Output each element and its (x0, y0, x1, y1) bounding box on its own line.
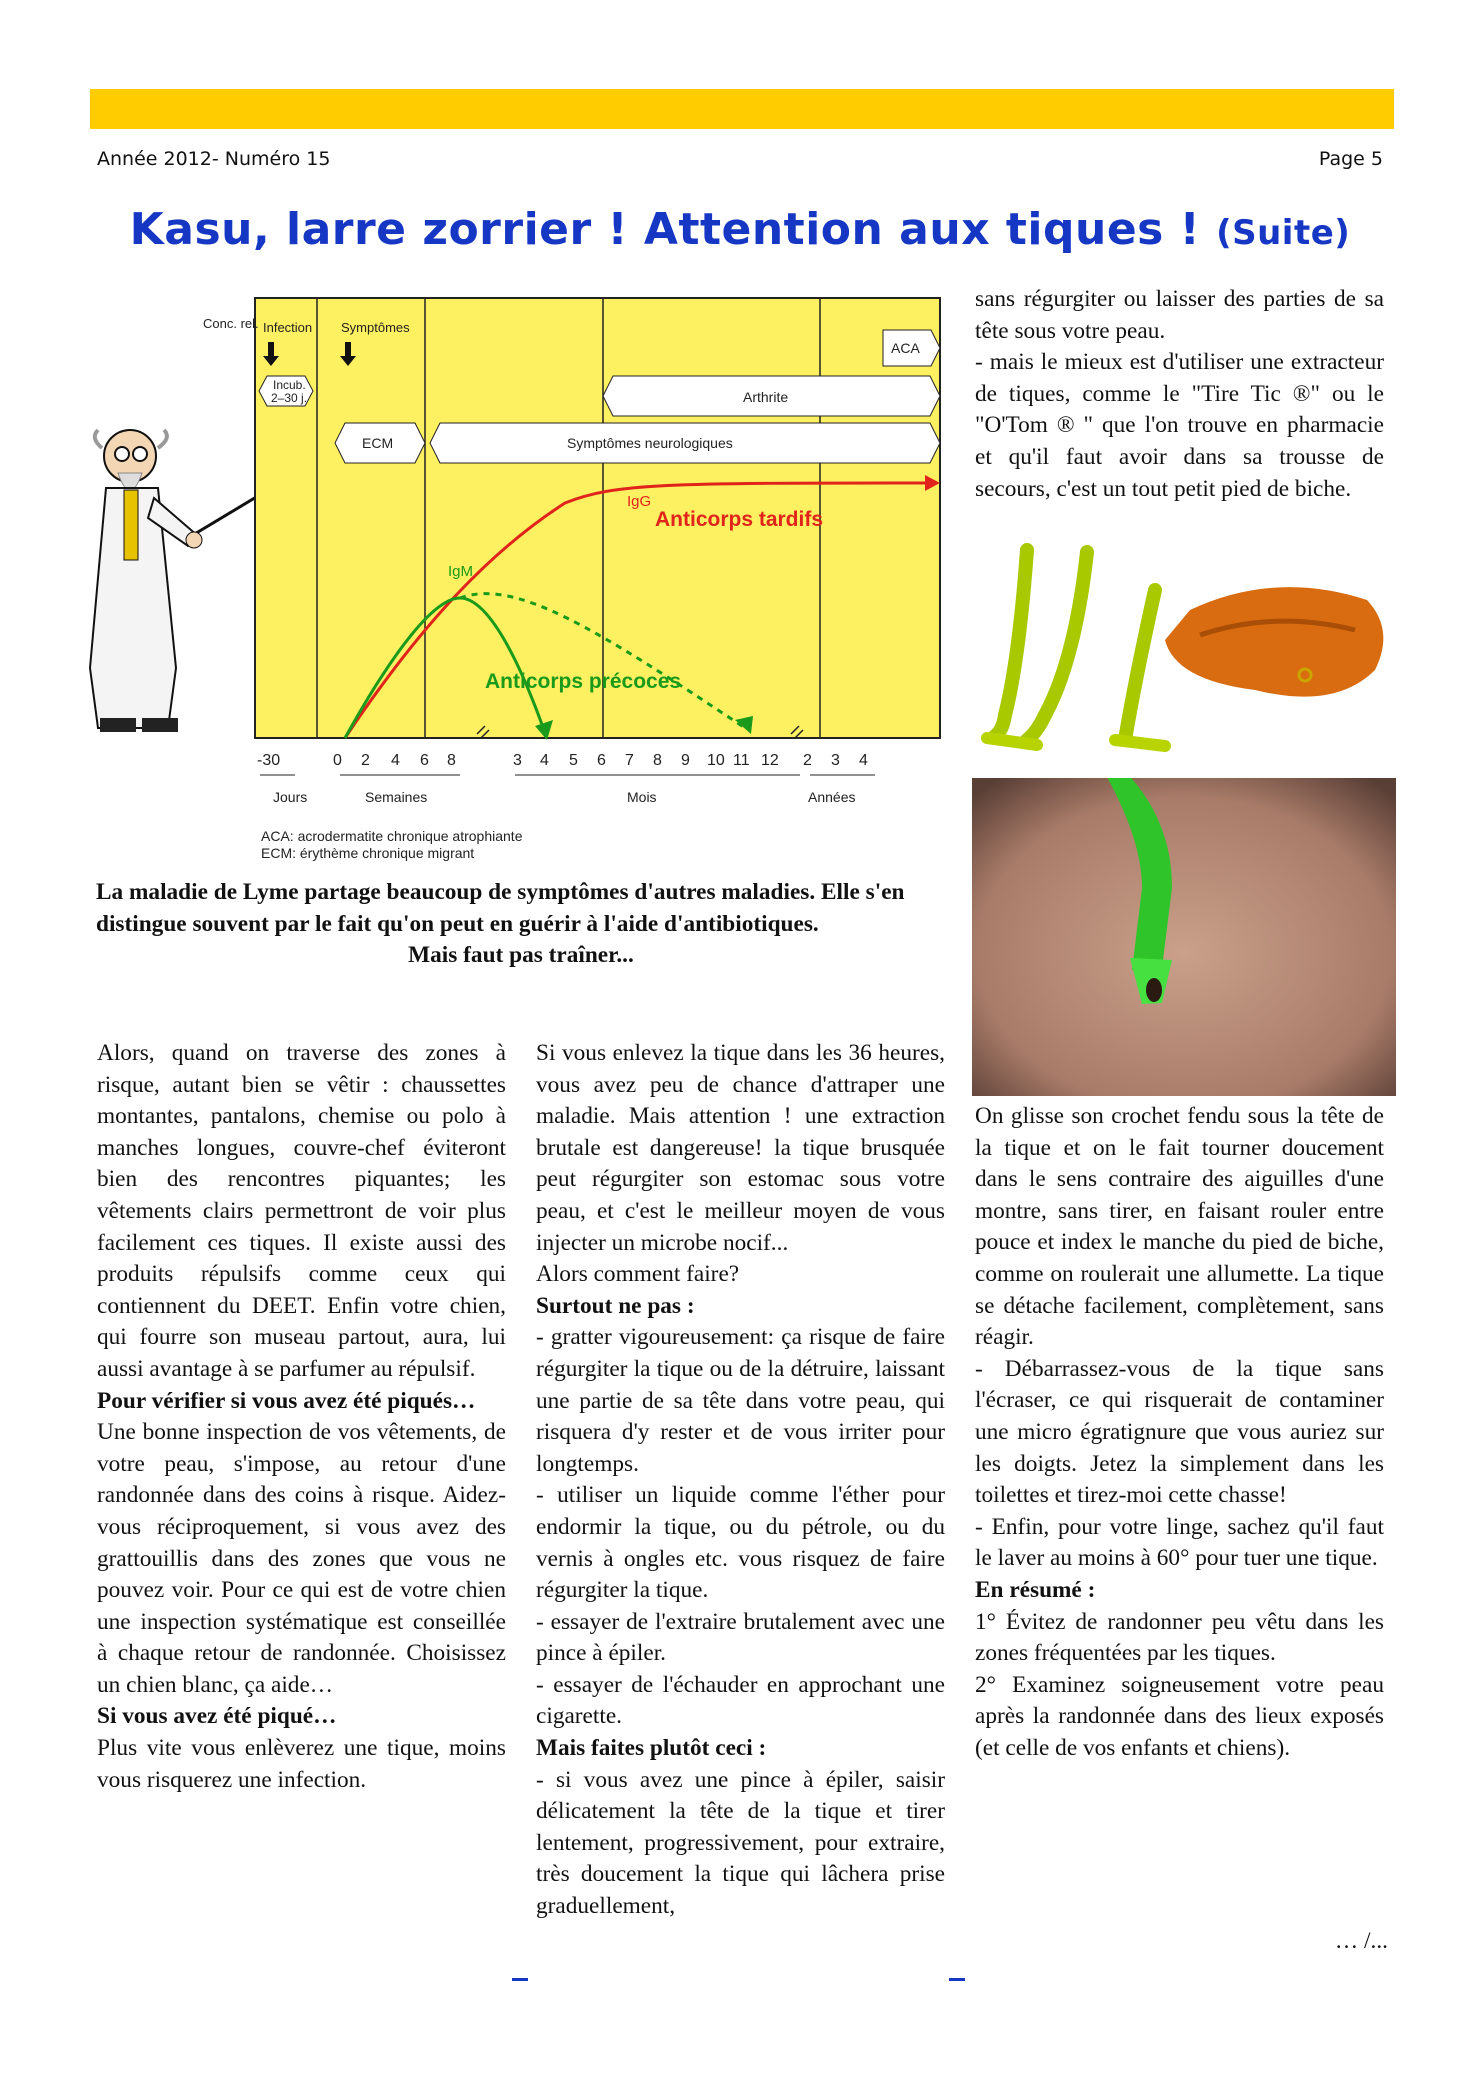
col1-paragraph: Plus vite vous enlèverez une tique, moins vous risquerez une infection. (97, 1735, 506, 1793)
col2-heading-surtout: Surtout ne pas : (536, 1292, 695, 1319)
col1-heading-verifier: Pour vérifier si vous avez été piqués… (97, 1387, 476, 1414)
x-tick-label: 7 (625, 752, 634, 769)
x-tick-label: 8 (447, 752, 456, 769)
header-banner (90, 89, 1394, 129)
x-tick-label: 5 (569, 752, 578, 769)
svg-text:2–30 j.: 2–30 j. (271, 391, 308, 405)
column-1 (97, 1038, 506, 1796)
col2-paragraph: - utiliser un liquide comme l'éther pour endormir la tique, ou du pétrole, ou du vernis à ongles etc. vous risquez de faire régurgiter la tique. (536, 1482, 945, 1604)
col2-paragraph: - si vous avez une pince à épiler, saisir délicatement la tête de la tique et tirer lentement, progressivement, pour extraire, très doucement la tique qui lâchera prise graduellement, (536, 1766, 945, 1920)
page-number: Page 5 (1318, 148, 1383, 170)
column-separator-mark (949, 1978, 965, 1981)
x-tick-label: 4 (859, 752, 868, 769)
column-3-bottom (975, 1101, 1384, 1764)
section-semaines: Semaines (365, 789, 428, 805)
col2-heading-faites: Mais faites plutôt ceci : (536, 1735, 767, 1762)
column-separator-mark (512, 1978, 528, 1981)
col2-paragraph: Alors comment faire? (536, 1261, 740, 1288)
x-tick-label: 9 (681, 752, 690, 769)
caption-text: La maladie de Lyme partage beaucoup de symptômes d'autres maladies. Elle s'en distingue souvent par le fait qu'on peut en guérir à l'aide d'antibiotiques. (96, 879, 905, 937)
col2-paragraph: - essayer de l'extraire brutalement avec une pince à épiler. (536, 1608, 945, 1667)
caption-tagline: Mais faut pas traîner... (408, 942, 634, 969)
igg-annotation: Anticorps tardifs (655, 508, 824, 531)
col1-heading-pique: Si vous avez été piqué… (97, 1703, 337, 1730)
band-incub-label: Incub. (273, 378, 306, 392)
title-suite: (Suite) (1216, 213, 1351, 253)
igm-annotation: Anticorps précoces (485, 670, 682, 693)
col2-paragraph: - essayer de l'échauder en approchant une cigarette. (536, 1671, 945, 1730)
band-ecm-label: ECM (362, 435, 394, 451)
col3-paragraph: 2° Examinez soigneusement votre peau après la randonnée dans des lieux exposés (et celle de vos enfants et chiens). (975, 1671, 1384, 1761)
band-arthrite-label: Arthrite (743, 389, 789, 405)
x-tick-label: 2 (361, 752, 370, 769)
column-2 (536, 1038, 945, 1923)
y-axis-label: Conc. rel. (203, 316, 259, 331)
phase-infection: Infection (263, 320, 313, 335)
igm-label: IgM (448, 563, 474, 580)
column-3-top (975, 284, 1384, 505)
col3-paragraph: - Enfin, pour votre linge, sachez qu'il faut le laver au moins à 60° pour tuer une tique. (975, 1513, 1384, 1572)
x-tick-label: 12 (761, 752, 779, 769)
col3-paragraph: On glisse son crochet fendu sous la tête de la tique et on le fait tourner doucement dans le sens contraire des aiguilles d'une montre, sans tirer, en faisant rouler entre pouce et index le manche du pied de biche, comme on roulerait une allumette. La tique se détache facilement, complètement, sans réagir. (975, 1103, 1384, 1351)
col1-paragraph: Alors, quand on traverse des zones à risque, autant bien se vêtir : chaussettes montantes, pantalons, chemise ou polo à manches longues, couvre-chef éviteront bien des rencontres piquantes; les vêtements clairs permettront de voir plus facilement ces tiques. Il existe aussi des produits répulsifs comme ceux qui contiennent du DEET. Enfin votre chien, qui fourre son museau partout, aura, lui aussi avantage à se parfumer au répulsif. (97, 1040, 506, 1382)
igg-label: IgG (627, 493, 652, 510)
col3-paragraph: sans régurgiter ou laisser des parties de sa tête sous votre peau. (975, 286, 1384, 344)
x-tick-label: 4 (540, 752, 549, 769)
band-aca-label: ACA (891, 340, 920, 356)
section-mois: Mois (627, 789, 657, 805)
x-tick-label: 10 (707, 752, 725, 769)
article-title (0, 204, 1480, 255)
continued-marker: … /... (1334, 1928, 1388, 1954)
col2-paragraph: Si vous enlevez la tique dans les 36 heures, vous avez peu de chance d'attraper une maladie. Mais attention ! une extraction brutale est dangereuse! la tique brusquée peut régurgiter son estomac sous votre peau, et c'est le meilleur moyen de vous injecter un microbe nocif... (536, 1040, 945, 1256)
x-tick-label: 4 (391, 752, 400, 769)
chart-caption (96, 877, 946, 972)
x-tick-labels (257, 752, 868, 769)
note-ecm: ECM: érythème chronique migrant (261, 845, 475, 861)
tick-remover-tools-image (975, 540, 1395, 755)
col3-paragraph: - Débarrassez-vous de la tique sans l'écraser, ce qui risquerait de contaminer une micro égratignure que vous auriez sur les doigts. Jetez la simplement dans les toilettes et tirez-moi cette chasse! (975, 1355, 1384, 1509)
x-tick-label: 8 (653, 752, 662, 769)
x-tick-label: 0 (333, 752, 342, 769)
section-jours: Jours (273, 789, 308, 805)
x-tick-label: 3 (513, 752, 522, 769)
col3-paragraph: - mais le mieux est d'utiliser une extracteur de tiques, comme le "Tire Tic ®" ou le "O'Tom ® " que l'on trouve en pharmacie et qu'il faut avoir dans sa trousse de secours, c'est un tout petit pied de biche. (975, 349, 1384, 502)
col1-paragraph: Une bonne inspection de vos vêtements, de votre peau, s'impose, au retour d'une randonnée dans des coins à risque. Aidez-vous réciproquement, si vous avez des grattouillis dans des zones que vous ne pouvez voir. Pour ce qui est de votre chien une inspection systématique est conseillée à chaque retour de randonnée. Choisissez un chien blanc, ça aide… (97, 1419, 506, 1698)
x-tick-label: 6 (597, 752, 606, 769)
phase-symptomes: Symptômes (341, 320, 410, 335)
col3-heading-resume: En résumé : (975, 1576, 1096, 1603)
section-annees: Années (808, 789, 856, 805)
col2-paragraph: - gratter vigoureusement: ça risque de faire régurgiter la tique ou de la détruire, laissant une partie de sa tête dans votre peau, qui risquera d'y rester et de vous irriter pour longtemps. (536, 1324, 945, 1477)
issue-label: Année 2012- Numéro 15 (97, 148, 331, 170)
tick-removal-photo (972, 778, 1396, 1096)
title-main: Kasu, larre zorrier ! Attention aux tiques ! (129, 204, 1217, 255)
x-tick-label: 2 (803, 752, 812, 769)
x-tick-label: -30 (257, 752, 281, 769)
x-tick-label: 3 (831, 752, 840, 769)
col3-paragraph: 1° Évitez de randonner peu vêtu dans les zones fréquentées par les tiques. (975, 1608, 1384, 1667)
x-tick-label: 6 (420, 752, 429, 769)
note-aca: ACA: acrodermatite chronique atrophiante (261, 828, 523, 844)
band-neuro-label: Symptômes neurologiques (567, 435, 733, 451)
x-tick-label: 11 (733, 752, 750, 769)
lyme-antibody-chart (195, 288, 955, 863)
